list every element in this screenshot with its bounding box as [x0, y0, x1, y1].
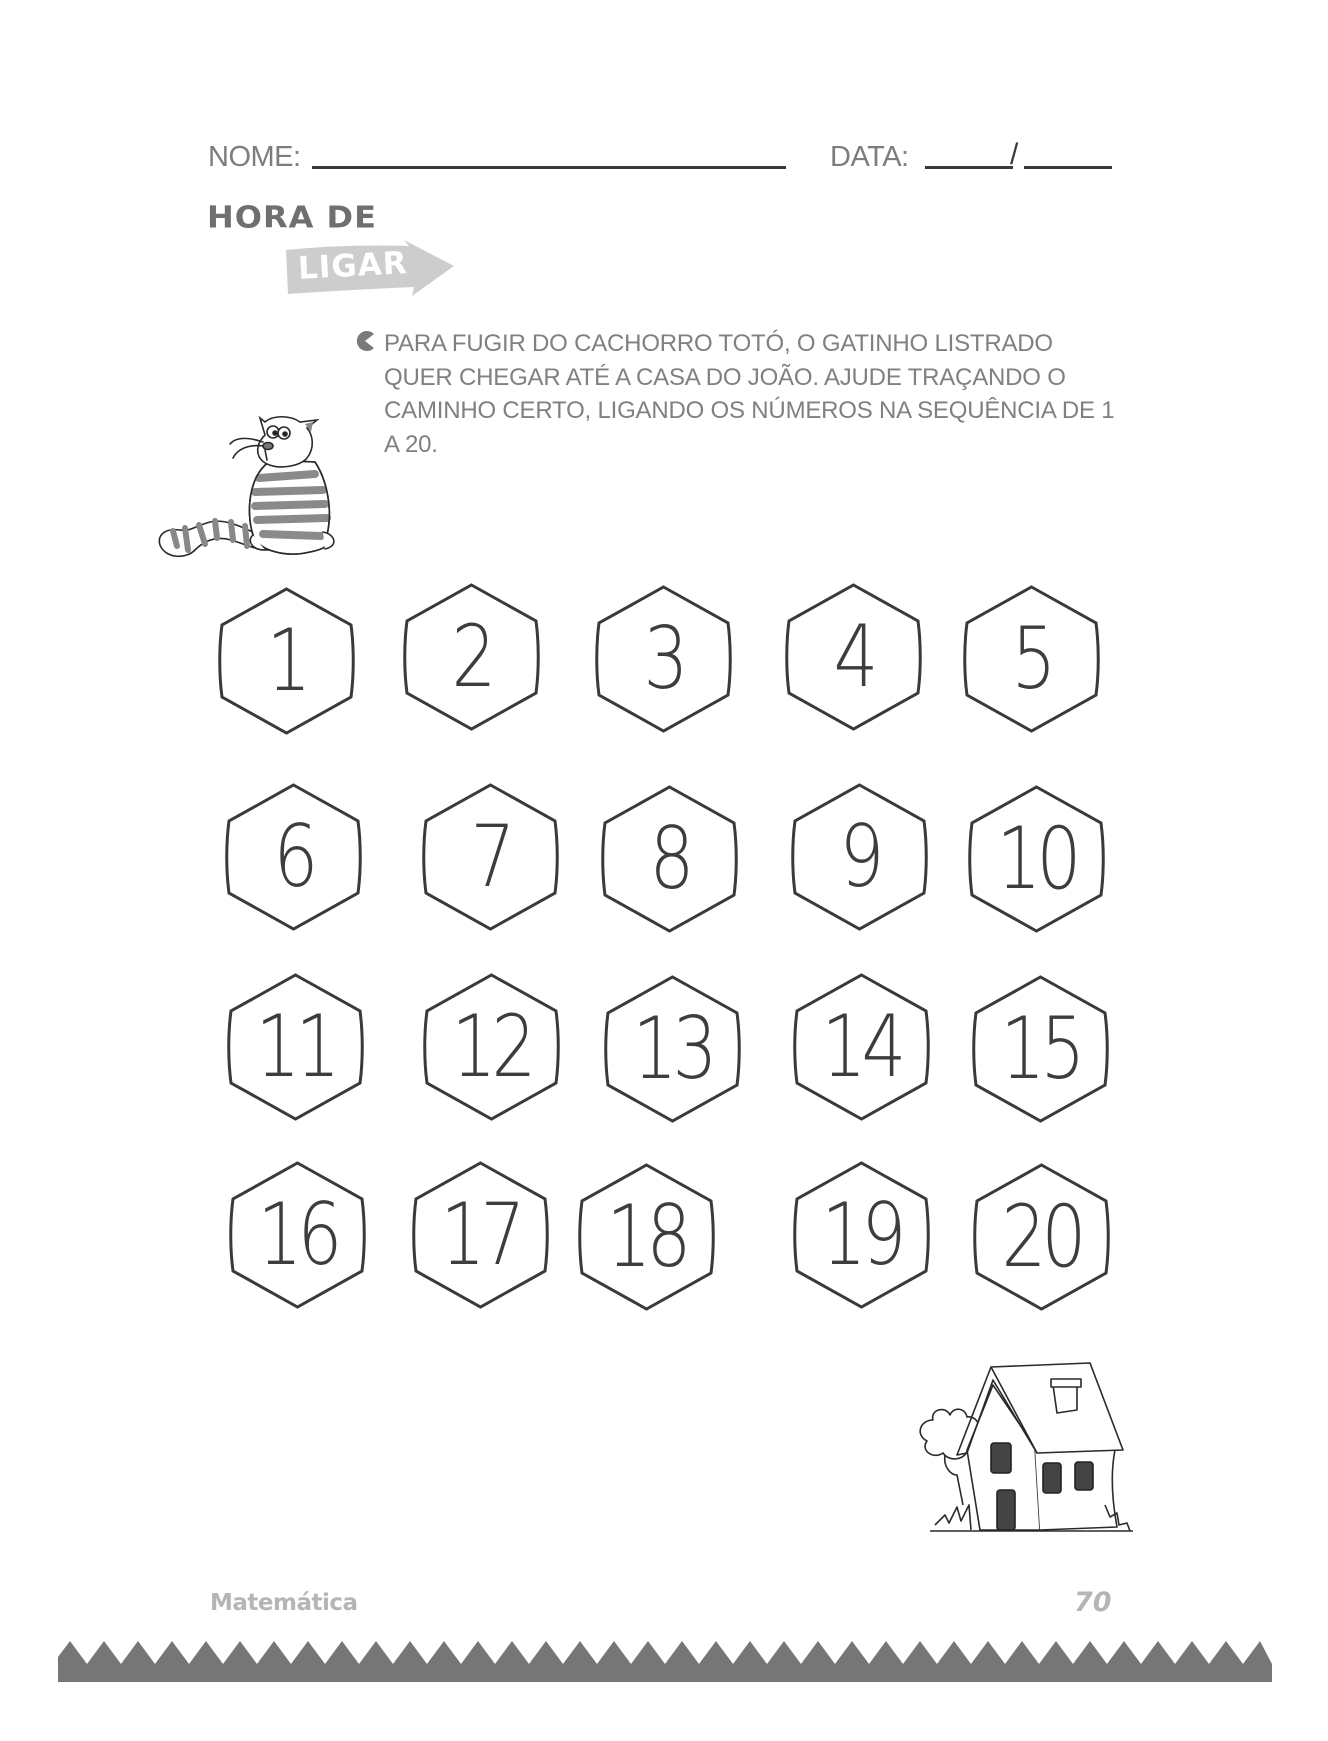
- house-illustration: [905, 1355, 1135, 1540]
- hexagon-label: 6: [273, 807, 314, 907]
- section-title-top: HORA DE: [207, 198, 377, 236]
- hexagon-label: 7: [470, 807, 511, 907]
- hexagon-number[interactable]: [601, 785, 738, 933]
- name-field[interactable]: [312, 166, 786, 169]
- hexagon-label: 8: [649, 809, 690, 909]
- hexagon-label: 9: [839, 807, 880, 907]
- zigzag-border-icon: [58, 1640, 1272, 1682]
- banner-label: LIGAR: [297, 245, 409, 287]
- hexagon-label: 1: [266, 611, 307, 711]
- cat-icon: [155, 400, 350, 565]
- instruction-text: [384, 327, 1124, 461]
- hexagon-label: 20: [1001, 1187, 1082, 1287]
- hexagon-label: 14: [821, 997, 902, 1097]
- hexagon-number[interactable]: [963, 585, 1100, 733]
- hexagon-number[interactable]: [793, 973, 930, 1121]
- hexagon-label: 13: [632, 999, 713, 1099]
- hexagon-number[interactable]: [595, 585, 732, 733]
- hexagon-label: 12: [451, 997, 532, 1097]
- hexagon-number[interactable]: [578, 1163, 715, 1311]
- hexagon-label: 5: [1011, 609, 1052, 709]
- date-separator: /: [1010, 138, 1019, 171]
- hexagon-label: 4: [833, 607, 874, 707]
- hexagon-number[interactable]: [423, 973, 560, 1121]
- zigzag-border: [58, 1640, 1272, 1682]
- instruction-body: PARA FUGIR DO CACHORRO TOTÓ, O GATINHO LISTRADO QUER CHEGAR ATÉ A CASA DO JOÃO. AJUDE TRAÇANDO O CAMINHO CERTO, LIGANDO OS NÚMEROS NA SEQUÊNCIA DE 1 A 20.: [384, 330, 1115, 458]
- hexagon-label: 11: [255, 997, 336, 1097]
- footer-subject: Matemática: [210, 1590, 358, 1616]
- date-month-field[interactable]: [1024, 166, 1112, 169]
- date-day-field[interactable]: [925, 166, 1013, 169]
- hexagon-label: 18: [606, 1187, 687, 1287]
- hexagon-number[interactable]: [422, 783, 559, 931]
- house-icon: [905, 1355, 1135, 1540]
- hexagon-number[interactable]: [227, 973, 364, 1121]
- pacman-bullet-icon: [354, 330, 378, 354]
- hexagon-label: 17: [440, 1185, 521, 1285]
- hexagon-number[interactable]: [973, 1163, 1110, 1311]
- hexagon-number[interactable]: [218, 587, 355, 735]
- hexagon-number[interactable]: [968, 785, 1105, 933]
- hexagon-number[interactable]: [972, 975, 1109, 1123]
- hexagon-label: 15: [1000, 999, 1081, 1099]
- hexagon-number[interactable]: [225, 783, 362, 931]
- hexagon-label: 19: [821, 1185, 902, 1285]
- hexagon-number[interactable]: [229, 1161, 366, 1309]
- hexagon-number[interactable]: [793, 1161, 930, 1309]
- hexagon-number[interactable]: [403, 583, 540, 731]
- hexagon-number[interactable]: [412, 1161, 549, 1309]
- page-number: 70: [1074, 1587, 1112, 1618]
- hexagon-label: 3: [643, 609, 684, 709]
- section-title-banner: [284, 240, 456, 300]
- name-label: NOME:: [208, 141, 301, 173]
- hexagon-label: 2: [451, 607, 492, 707]
- hexagon-number[interactable]: [785, 583, 922, 731]
- date-label: DATA:: [830, 141, 909, 173]
- striped-cat-illustration: [155, 400, 350, 565]
- hexagon-label: 16: [257, 1185, 338, 1285]
- hexagon-number[interactable]: [791, 783, 928, 931]
- hexagon-label: 10: [996, 809, 1077, 909]
- hexagon-number[interactable]: [604, 975, 741, 1123]
